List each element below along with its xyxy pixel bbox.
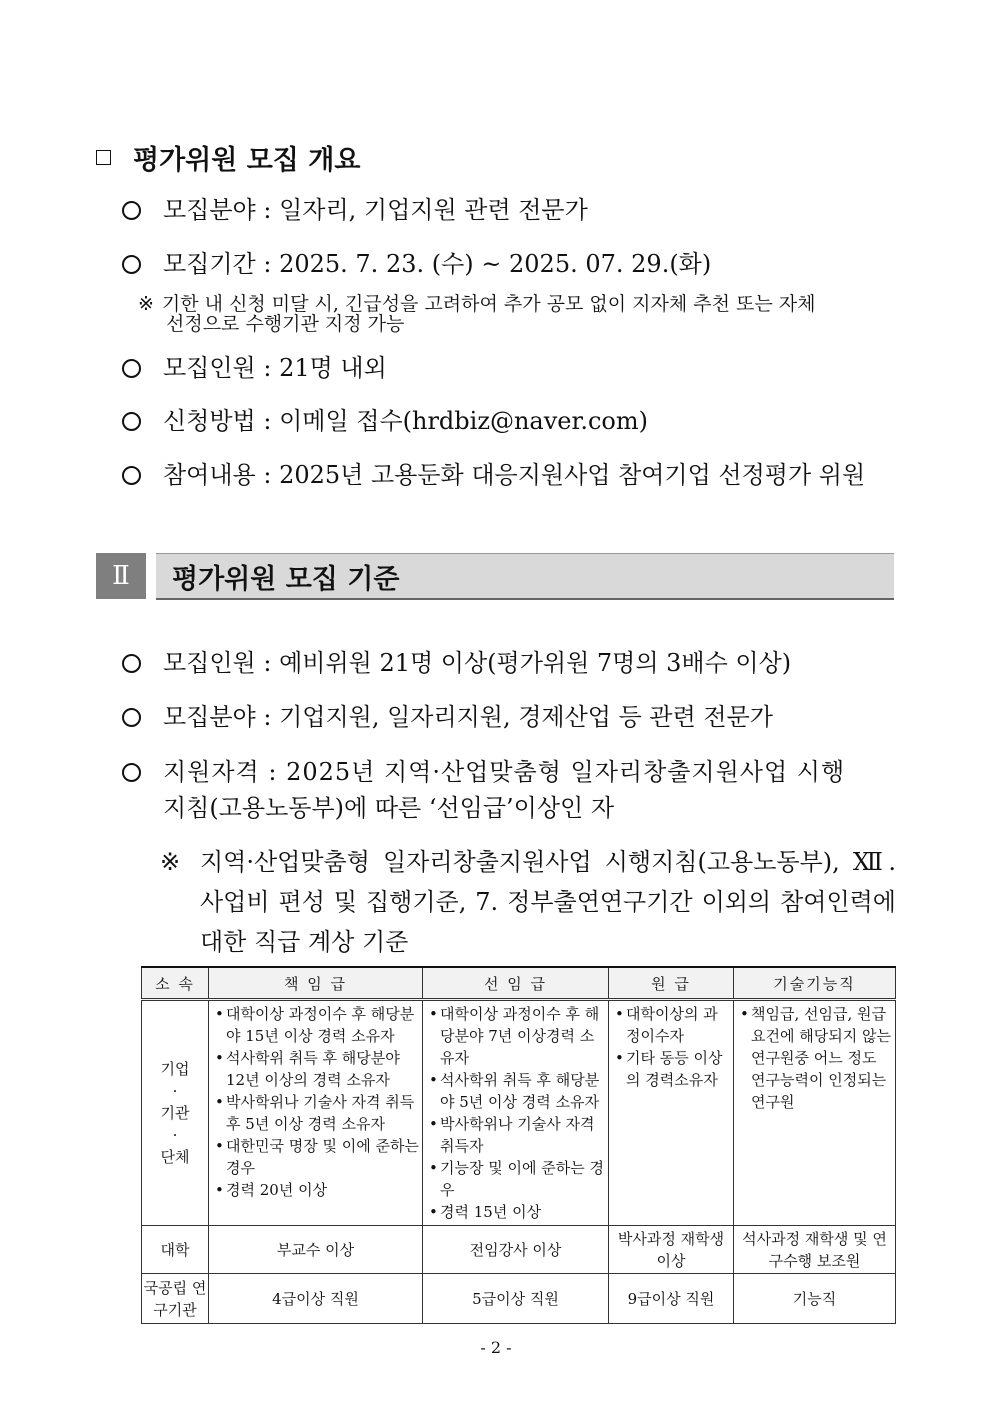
section2-heading <box>96 553 894 599</box>
guideline-note: ※ 지역·산업맞춤형 일자리창출지원사업 시행지침(고용노동부), Ⅻ. 사업비 편성 및 집행기준, 7. 정부출연연구기간 이외의 참여인력에 대한 직급 계상 기준 <box>160 848 896 956</box>
list-item: 모집분야 : 기업지원, 일자리지원, 경제산업 등 관련 전문가 <box>122 699 773 735</box>
circle-bullet-icon <box>122 466 141 485</box>
list-item: 모집인원 : 예비위원 21명 이상(평가위원 7명의 3배수 이상) <box>122 645 791 681</box>
section1-heading <box>96 138 360 177</box>
org-cell: 기업 · 기관 · 단체 <box>142 1000 209 1226</box>
circle-bullet-icon <box>122 255 141 274</box>
senior-cell: • 대학이상 과정이수 후 해당분야 7년 이상경력 소유자 • 석사학위 취득 후 해당분야 5년 이상 경력 소유자 • 박사학위나 기술사 자격 취득자 • 기능장 및 이에 준하는 경우 • 경력 15년 이상 <box>423 1000 609 1226</box>
page-number: - 2 - <box>480 1338 512 1357</box>
list-item: 모집인원 : 21명 내외 <box>122 350 387 386</box>
table-row: 대학 부교수 이상 전임강사 이상 박사과정 재학생 이상 석사과정 재학생 및 연구수행 보조원 <box>142 1226 896 1274</box>
column-header: 소 속 <box>142 967 209 1000</box>
circle-bullet-icon <box>122 708 141 727</box>
list-item: 모집기간 : 2025. 7. 23. (수) ~ 2025. 07. 29.(화) <box>122 246 711 282</box>
circle-bullet-icon <box>122 359 141 378</box>
recruit-period-note: ※ 기한 내 신청 미달 시, 긴급성을 고려하여 추가 공모 없이 지자체 추천 또는 자체 선정으로 수행기관 지정 가능 <box>138 293 816 335</box>
checkbox-bullet-icon <box>96 150 111 165</box>
list-item: 참여내용 : 2025년 고용둔화 대응지원사업 참여기업 선정평가 위원 <box>122 457 865 493</box>
column-header: 원 급 <box>609 967 734 1000</box>
column-header: 선 임 급 <box>423 967 609 1000</box>
section-number: Ⅱ <box>96 553 146 599</box>
circle-bullet-icon <box>122 412 141 431</box>
grade-criteria-table <box>141 966 896 1324</box>
table-row <box>142 1000 896 1226</box>
column-header: 기술기능직 <box>734 967 896 1000</box>
circle-bullet-icon <box>122 201 141 220</box>
list-item: 신청방법 : 이메일 접수(hrdbiz@naver.com) <box>122 403 648 439</box>
responsible-cell: • 대학이상 과정이수 후 해당분야 15년 이상 경력 소유자 • 석사학위 취득 후 해당분야 12년 이상의 경력 소유자 • 박사학위나 기술사 자격 취득 후 5년 이상 경력 소유자 • 대한민국 명장 및 이에 준하는 경우 • 경력 20년 이상 <box>209 1000 423 1226</box>
table-header-row <box>142 967 896 1000</box>
section1-title: 평가위원 모집 개요 <box>133 145 361 176</box>
column-header: 책 임 급 <box>209 967 423 1000</box>
circle-bullet-icon <box>122 763 141 782</box>
table-row: 국공립 연구기관 4급이상 직원 5급이상 직원 9급이상 직원 기능직 <box>142 1274 896 1324</box>
tech-cell: • 책임급, 선임급, 원급 요건에 해당되지 않는 연구원중 어느 정도 연구능력이 인정되는 연구원 <box>734 1000 896 1226</box>
list-item: 모집분야 : 일자리, 기업지원 관련 전문가 <box>122 192 588 228</box>
staff-cell: • 대학이상의 과정이수자 • 기타 동등 이상의 경력소유자 <box>609 1000 734 1226</box>
list-item: 지원자격 : 2025년 지역·산업맞춤형 일자리창출지원사업 시행 지침(고용노동부)에 따른 ‘선임급’이상인 자 <box>122 754 896 826</box>
section2-title: 평가위원 모집 기준 <box>156 553 894 600</box>
circle-bullet-icon <box>122 654 141 673</box>
